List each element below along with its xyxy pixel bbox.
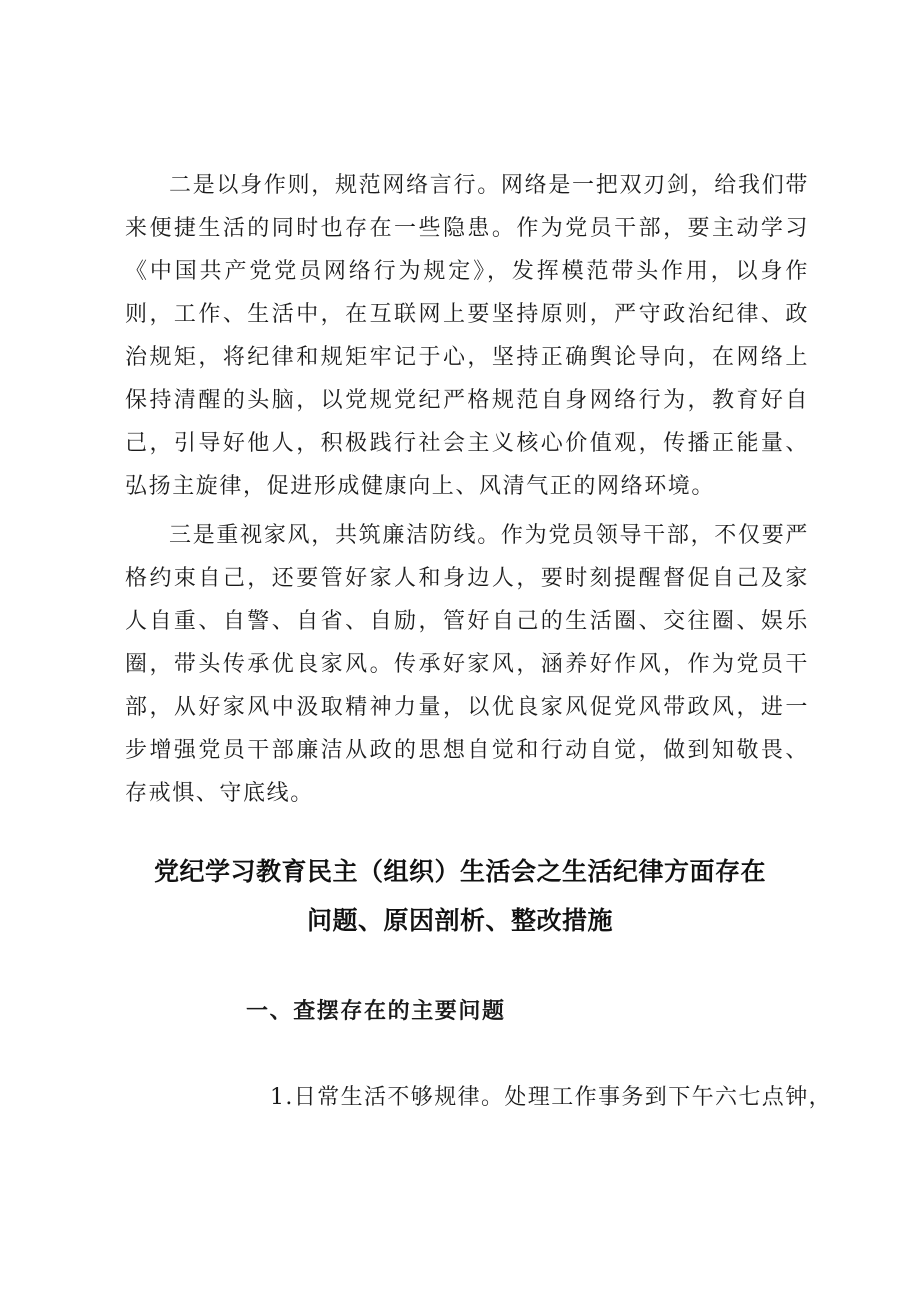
document-title-line-1: 党纪学习教育民主（组织）生活会之生活纪律方面存在 (153, 857, 766, 886)
document-title-line-2: 问题、原因剖析、整改措施 (306, 906, 613, 935)
list-item: 1.日常生活不够规律。处理工作事务到下午六七点钟， (270, 1085, 832, 1110)
paragraph-internet-conduct: 二是以身作则，规范网络言行。网络是一把双刃剑，给我们带来便捷生活的同时也存在一些隐患。作为党员干部，要主动学习《中国共产党党员网络行为规定》，发挥模范带头作用，以身作则，工作、生活中，在互联网上要坚持原则，严守政治纪律、政治规矩，将纪律和规矩牢记于心，坚持正确舆论导向，在网络上保持清醒的头脑，以党规党纪严格规范自身网络行为，教育好自己，引导好他人，积极践行社会主义核心价值观，传播正能量、弘扬主旋律，促进形成健康向上、风清气正的网络环境。 (125, 173, 809, 499)
paragraph-family-style: 三是重视家风，共筑廉洁防线。作为党员领导干部，不仅要严格约束自己，还要管好家人和身边人，要时刻提醒督促自己及家人自重、自警、自省、自励，管好自己的生活圈、交往圈、娱乐圈，带头传承优良家风。传承好家风，涵养好作风，作为党员干部，从好家风中汲取精神力量，以优良家风促党风带政风，进一步增强党员干部廉洁从政的思想自觉和行动自觉，做到知敬畏、存戒惧、守底线。 (125, 523, 809, 806)
section-heading: 一、查摆存在的主要问题 (246, 998, 506, 1024)
